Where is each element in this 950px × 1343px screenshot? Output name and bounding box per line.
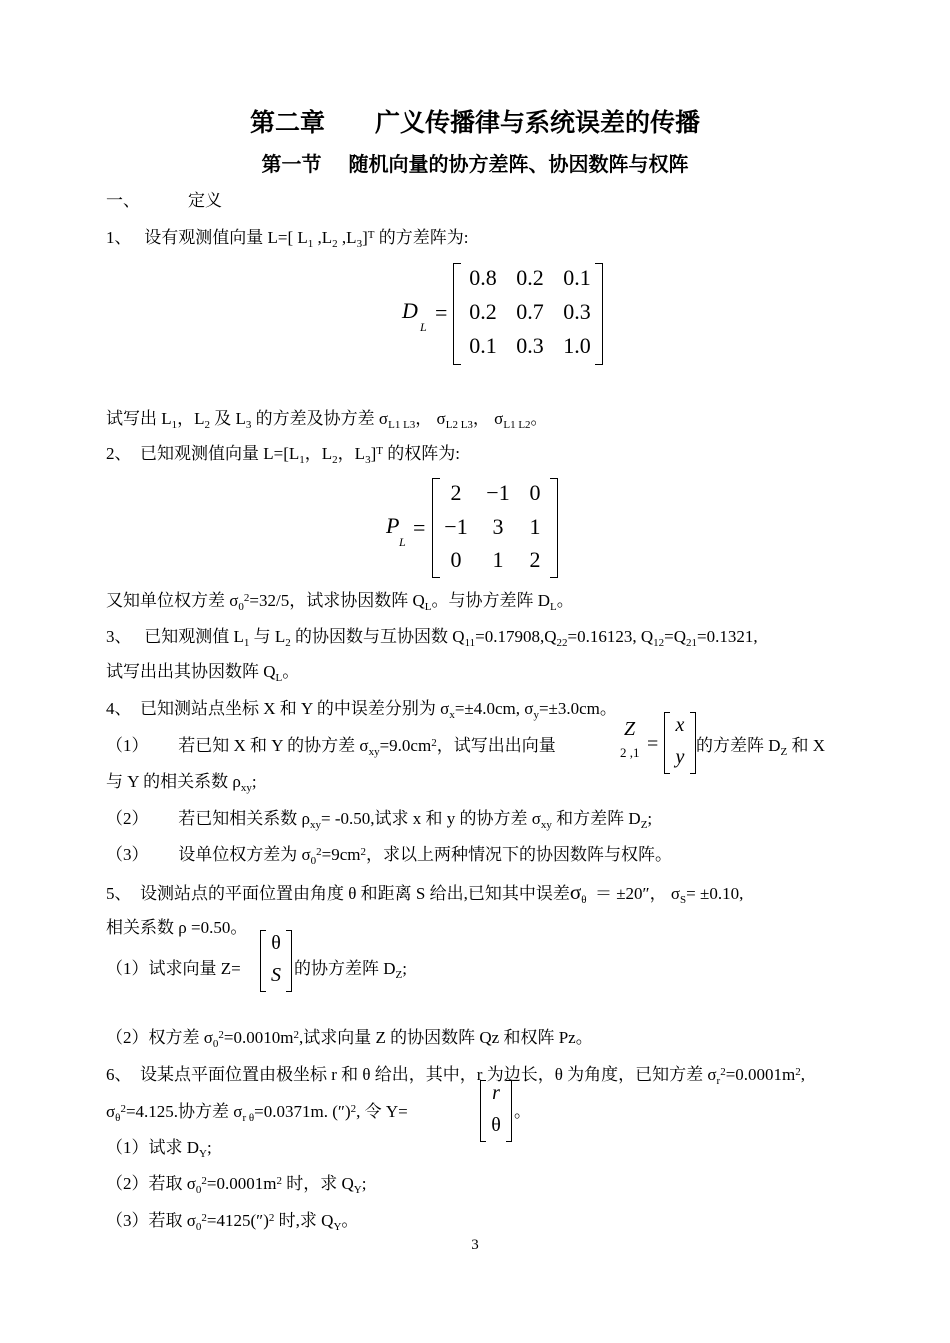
q5-part2: （2）权方差 $\sigma_0^2=0.0010m^2$,试求向量 Z 的协因数阵 Qz 和权阵 Pz。 <box>106 1028 593 1050</box>
matrix-cell: 1.0 <box>563 333 591 358</box>
vector-cell: y <box>675 746 685 768</box>
vector-cell: x <box>675 714 685 736</box>
section-title: 第一节 随机向量的协方差阵、协因数阵与权阵 <box>261 152 689 176</box>
matrix-cell: 2 <box>450 480 462 505</box>
bracket-right <box>550 478 558 578</box>
q2-question: 又知单位权方差 $\sigma_0^2=32/5$，试求协因数阵 $Q_L$。与协方差阵 $D_L$。 <box>106 591 574 613</box>
q5-statement-line2: 相关系数 ρ =0.50。 <box>106 918 248 937</box>
q4-part1: （1） 若已知 X 和 Y 的协方差 $\sigma_{xy}=9.0cm^2$，试写出出向量 <box>106 736 556 758</box>
matrix-cell: 0.8 <box>469 265 497 290</box>
q1-statement: 1、 设有观测值向量 L=[ $L_1$ $,L_2$ $,L_3]^T$ 的方差阵为: <box>106 228 469 250</box>
matrix-cell: 0.1 <box>563 265 591 290</box>
q1-question: 试写出 $L_1$，$L_2$ 及 $L_3$ 的方差及协方差 $\sigma_{L1 L3}$， $\sigma_{L2 L3}$， $\sigma_{L1 L2}$。 <box>106 409 548 431</box>
q4-vector-label: Z <box>624 718 636 740</box>
q5-part1-tail: 的协方差阵 $D_Z$; <box>294 959 407 981</box>
vector-cell: θ <box>271 932 281 954</box>
q6-part2: （2）若取 $\sigma_0^2=0.0001m^2$ 时，求 $Q_Y$; <box>106 1174 367 1196</box>
q2-weight-matrix <box>432 478 558 578</box>
q6-part3: （3）若取 $\sigma_0^2=4125('')^2$ 时,求 $Q_Y$。 <box>106 1211 359 1233</box>
matrix-cell: 0.1 <box>469 333 497 358</box>
q6-statement-end: 。 <box>514 1102 531 1121</box>
matrix-cell: 0.3 <box>516 333 544 358</box>
matrix-cell: 0.3 <box>563 299 591 324</box>
q4-part1-tail: 的方差阵 $D_Z$ 和 X <box>696 736 826 758</box>
heading-text: 定义 <box>188 191 222 210</box>
q4-vector-z <box>664 712 696 774</box>
matrix-cell: 0 <box>450 547 462 572</box>
q4-part1-line2: 与 Y 的相关系数 $\rho_{xy}$; <box>106 772 257 794</box>
matrix-cell: −1 <box>444 514 468 539</box>
matrix-cell: 1 <box>492 547 504 572</box>
q2-equals: = <box>413 515 426 540</box>
q5-statement: 5、 设测站点的平面位置由角度 θ 和距离 S 给出,已知其中误差$\sigma_\theta = \pm 20''$， $\sigma_S= \pm 0.10$, <box>106 880 744 906</box>
vector-cell: r <box>492 1082 500 1104</box>
matrix-cell: 0.7 <box>516 299 544 324</box>
q1-matrix-sub: L <box>420 320 427 334</box>
q5-part1: （1）试求向量 Z= <box>106 959 241 978</box>
q4-part2: （2） 若已知相关系数 $\rho_{xy}= -0.50$,试求 x 和 y 的协方差 $\sigma_{xy}$ 和方差阵 $D_Z$; <box>106 809 653 831</box>
matrix-cell: 0.2 <box>516 265 544 290</box>
matrix-cell: 0.2 <box>469 299 497 324</box>
matrix-cell: −1 <box>486 480 510 505</box>
matrix-cell: 1 <box>529 514 541 539</box>
q5-vector-z <box>260 930 292 992</box>
matrix-cell: 2 <box>529 547 541 572</box>
q6-statement-line2: $\sigma_\theta^2=4.125$.协方差 $\sigma_{r \theta}=0.0371m$. (″)$^2$, 令 Y= <box>106 1102 408 1124</box>
chapter-title: 第二章 广义传播律与系统误差的传播 <box>249 108 700 137</box>
q3-statement: 3、 已知观测值 $L_1$ 与 $L_2$ 的协因数与互协因数 $Q_{11}=0.17908,Q_{22}=0.16123$, $Q_{12}=Q_{21}=0.1321$, <box>106 627 758 649</box>
matrix-cell: 3 <box>492 514 504 539</box>
q6-part1: （1）试求 $D_Y$; <box>106 1138 212 1160</box>
q4-vector-sub: 2 ,1 <box>620 745 640 760</box>
matrix-cell: 0 <box>529 480 541 505</box>
q1-equals: = <box>435 300 448 325</box>
q1-matrix-label: D <box>402 298 418 323</box>
bracket-left <box>453 263 461 365</box>
page-number: 3 <box>471 1237 479 1253</box>
q2-matrix-label: P <box>386 513 400 538</box>
q1-covariance-matrix <box>453 263 603 365</box>
q6-statement: 6、 设某点平面位置由极坐标 r 和 θ 给出，其中，r 为边长，θ 为角度，已知方差 $\sigma_r^2=0.0001m^2$, <box>106 1065 806 1087</box>
heading-number: 一、 <box>106 191 140 210</box>
q6-vector-y <box>480 1080 512 1142</box>
q4-statement: 4、 已知测站点坐标 X 和 Y 的中误差分别为 $\sigma_x=\pm 4.0cm$, $\sigma_y=\pm 3.0cm$。 <box>106 699 617 721</box>
q4-part3: （3） 设单位权方差为 $\sigma_0^2=9cm^2$，求以上两种情况下的协因数阵与权阵。 <box>106 845 673 867</box>
vector-cell: S <box>271 964 281 986</box>
q2-statement: 2、 已知观测值向量 $L=[L_1$，$L_2$，$L_3]^T$ 的权阵为: <box>106 444 460 466</box>
q2-matrix-sub: L <box>399 535 406 549</box>
q3-question: 试写出出其协因数阵 $Q_L$。 <box>106 662 300 684</box>
heading-definition <box>106 190 222 212</box>
vector-cell: θ <box>491 1114 501 1136</box>
q4-vector-equals: = <box>647 733 659 755</box>
